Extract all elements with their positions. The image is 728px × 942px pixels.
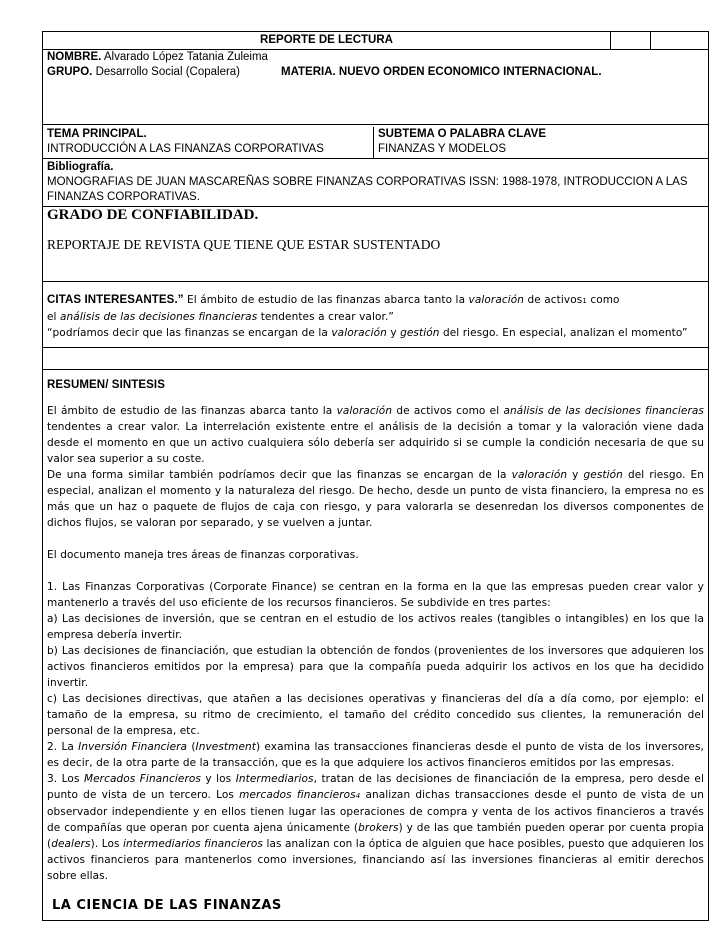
student-group: GRUPO. Desarrollo Social (Copalera) MATERIA. NUEVO ORDEN ECONOMICO INTERNACIONAL. xyxy=(47,66,602,78)
section-heading: LA CIENCIA DE LAS FINANZAS xyxy=(52,898,282,913)
empty-row xyxy=(43,347,708,369)
bibliography-value: MONOGRAFIAS DE JUAN MASCAREÑAS SOBRE FINANZAS CORPORATIVAS ISSN: 1988-1978, INTRODUCCION A LAS FINANZAS CORPORATIVAS. xyxy=(47,176,688,203)
student-info-row xyxy=(43,49,708,124)
quotes-line-2: el análisis de las decisiones financieras tendentes a crear valor.” xyxy=(47,311,394,323)
summary-item-c: c) Las decisiones directivas, que atañen a las decisiones operativas y financieras del día a día como, por ejemplo: el tamaño de la empresa, su ritmo de crecimiento, el tamaño del crédito concedido sus clientes, la remuneración del personal de la empresa, etc. xyxy=(47,693,704,737)
student-name: NOMBRE. Alvarado López Tatania Zuleima xyxy=(47,51,268,63)
main-topic-cell xyxy=(43,127,374,158)
topic-row xyxy=(43,124,708,158)
quotes-row xyxy=(43,281,708,347)
empty-cell xyxy=(651,32,708,49)
bibliography-row xyxy=(43,158,708,206)
subtopic-label: SUBTEMA O PALABRA CLAVE xyxy=(378,128,547,140)
reliability-row xyxy=(43,206,708,281)
main-topic-label: TEMA PRINCIPAL. xyxy=(47,128,147,140)
summary-label: RESUMEN/ SINTESIS xyxy=(47,379,165,391)
report-title-row xyxy=(43,32,708,49)
summary-item-a: a) Las decisiones de inversión, que se centran en el estudio de los activos reales (tangibles o intangibles) en los que la empresa debería invertir. xyxy=(47,613,704,641)
summary-paragraph-5: 2. La Inversión Financiera (Investment) examina las transacciones financieras desde el punto de vista de los inversores, es decir, de la otra parte de la transacción, que es la que adquiere los activos financieros emitidos por las empresas. xyxy=(47,741,704,769)
reliability-label: GRADO DE CONFIABILIDAD. xyxy=(47,207,259,223)
quotes-line-3: “podríamos decir que las finanzas se encargan de la valoración y gestión del riesgo. En especial, analizan el momento” xyxy=(47,327,688,339)
empty-cell xyxy=(611,32,651,49)
summary-paragraph-6: 3. Los Mercados Financieros y los Intermediarios, tratan de las decisiones de financiación de la empresa, pero desde el punto de vista de un tercero. Los mercados financieros4 analizan dichas transacciones desde el punto de vista de un observador independiente y en ellos tienen lugar las operaciones de compra y venta de los activos financieros a través de compañías que operan por cuenta ajena únicamente (brokers) y de las que también pueden operar por cuenta propia (dealers). Los intermediarios financieros las analizan con la óptica de alguien que hace posibles, puesto que adquieren los activos financieros para mantenerlos como inversiones, financiando así las inversiones financieras al emitir derechos sobre ellas. xyxy=(47,773,704,882)
reliability-value: REPORTAJE DE REVISTA QUE TIENE QUE ESTAR SUSTENTADO xyxy=(47,237,441,252)
quotes-line-1: CITAS INTERESANTES.” El ámbito de estudio de las finanzas abarca tanto la valoración de activos1 como xyxy=(47,294,620,306)
subject: MATERIA. NUEVO ORDEN ECONOMICO INTERNACIONAL. xyxy=(281,66,602,78)
summary-paragraph-1: El ámbito de estudio de las finanzas abarca tanto la valoración de activos como el análisis de las decisiones financieras tendentes a crear valor. La interrelación existente entre el análisis de la decisión a tomar y la valoración viene dada desde el momento en que un activo cualquiera sólo debería ser adquirido si se cumple la condición necesaria de que su valor sea superior a su coste. xyxy=(47,405,704,465)
subtopic-cell xyxy=(374,127,708,158)
summary-item-b: b) Las decisiones de financiación, que estudian la obtención de fondos (provenientes de los inversores que adquieren los activos financieros emitidos por la empresa) para que la compañía pueda adquirir los activos en los que ha decidido invertir. xyxy=(47,645,704,689)
summary-row xyxy=(43,369,708,920)
report-title: REPORTE DE LECTURA xyxy=(43,32,611,49)
summary-paragraph-3: El documento maneja tres áreas de finanzas corporativas. xyxy=(47,549,359,561)
main-topic-value: INTRODUCCIÓN A LAS FINANZAS CORPORATIVAS xyxy=(47,143,324,155)
summary-paragraph-2: De una forma similar también podríamos decir que las finanzas se encargan de la valoración y gestión del riesgo. En especial, analizan el momento y la naturaleza del riesgo. De hecho, desde un punto de vista financiero, la empresa no es más que un haz o paquete de flujos de caja con riesgo, y para valorarla se desenredan los diversos componentes de dichos flujos, se valoran por separado, y se vuelven a juntar. xyxy=(47,469,704,529)
summary-paragraph-4: 1. Las Finanzas Corporativas (Corporate Finance) se centran en la forma en la que las empresas pueden crear valor y mantenerlo a través del uso eficiente de los recursos financieros. Se subdivide en tres partes: xyxy=(47,581,704,609)
subtopic-value: FINANZAS Y MODELOS xyxy=(378,143,507,155)
reading-report-form xyxy=(42,31,709,921)
bibliography-label: Bibliografía. xyxy=(47,161,114,173)
